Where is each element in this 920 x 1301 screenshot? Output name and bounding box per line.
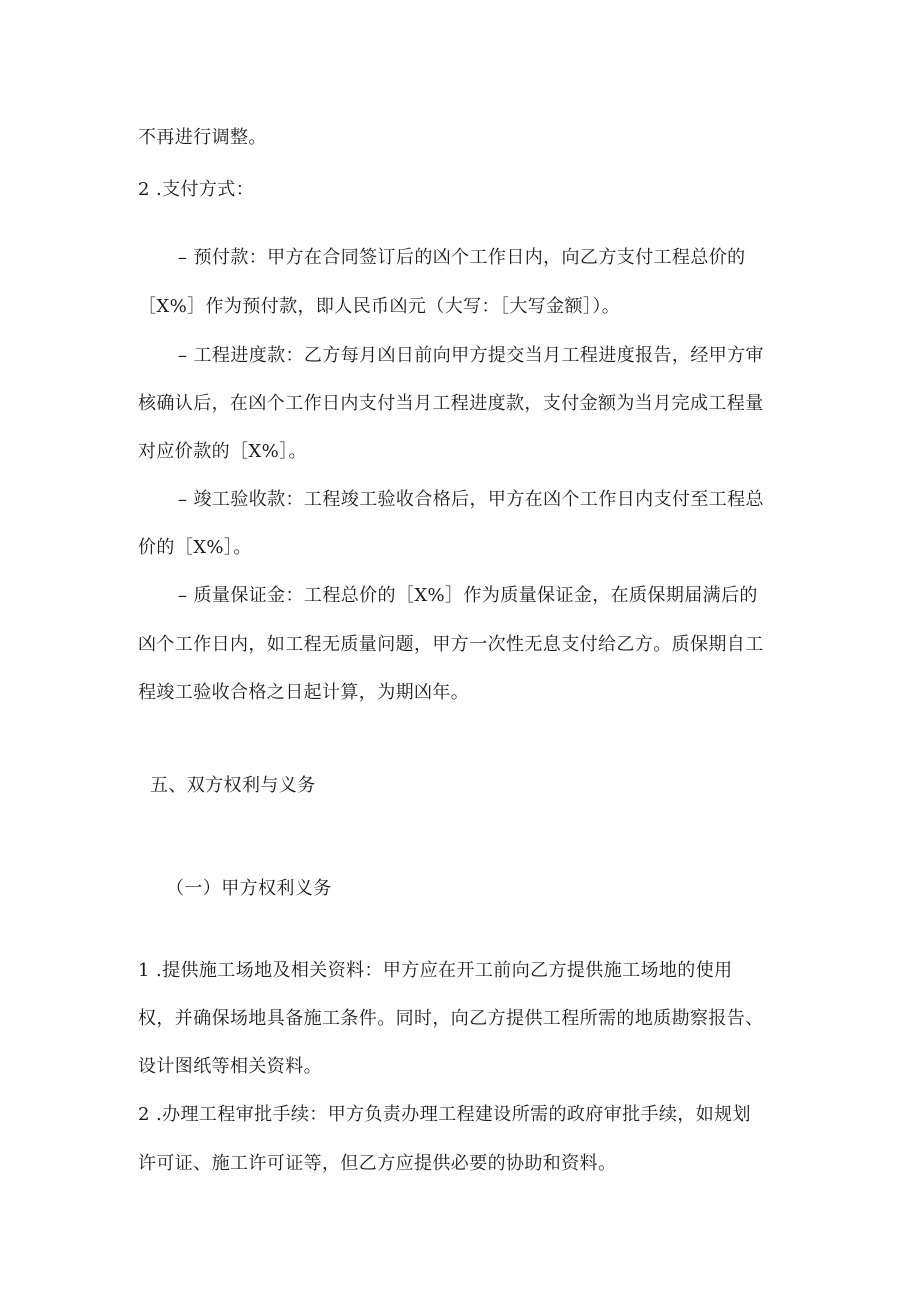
text-line: 权，并确保场地具备施工条件。同时，向乙方提供工程所需的地质勘察报告、 <box>138 1008 764 1029</box>
subsection-heading: （一）甲方权利义务 <box>166 878 332 899</box>
section-item-heading: 2 .支付方式： <box>138 179 255 200</box>
text-line: 凶个工作日内，如工程无质量问题，甲方一次性无息支付给乙方。质保期自工 <box>138 634 764 655</box>
bullet-line: – 竣工验收款：工程竣工验收合格后，甲方在凶个工作日内支付至工程总 <box>178 489 764 510</box>
text-line: ［X%］作为预付款，即人民币凶元（大写：［大写金额］）。 <box>138 296 621 317</box>
bullet-line: – 工程进度款：乙方每月凶日前向甲方提交当月工程进度报告，经甲方审 <box>178 345 764 366</box>
section-heading: 五、双方权利与义务 <box>150 775 316 796</box>
bullet-line: – 质量保证金：工程总价的［X%］作为质量保证金，在质保期届满后的 <box>178 585 758 606</box>
bullet-line: – 预付款：甲方在合同签订后的凶个工作日内，向乙方支付工程总价的 <box>178 247 746 268</box>
text-line: 核确认后，在凶个工作日内支付当月工程进度款，支付金额为当月完成工程量 <box>138 393 764 414</box>
text-line: 设计图纸等相关资料。 <box>138 1056 322 1077</box>
numbered-item: 2 .办理工程审批手续：甲方负责办理工程建设所需的政府审批手续，如规划 <box>138 1104 751 1125</box>
numbered-item: 1 .提供施工场地及相关资料：甲方应在开工前向乙方提供施工场地的使用 <box>138 960 733 981</box>
text-line: 不再进行调整。 <box>138 127 267 148</box>
text-line: 对应价款的［X%］。 <box>138 441 307 462</box>
text-line: 许可证、施工许可证等，但乙方应提供必要的协助和资料。 <box>138 1153 617 1174</box>
text-line: 价的［X%］。 <box>138 537 252 558</box>
text-line: 程竣工验收合格之日起计算，为期凶年。 <box>138 682 470 703</box>
